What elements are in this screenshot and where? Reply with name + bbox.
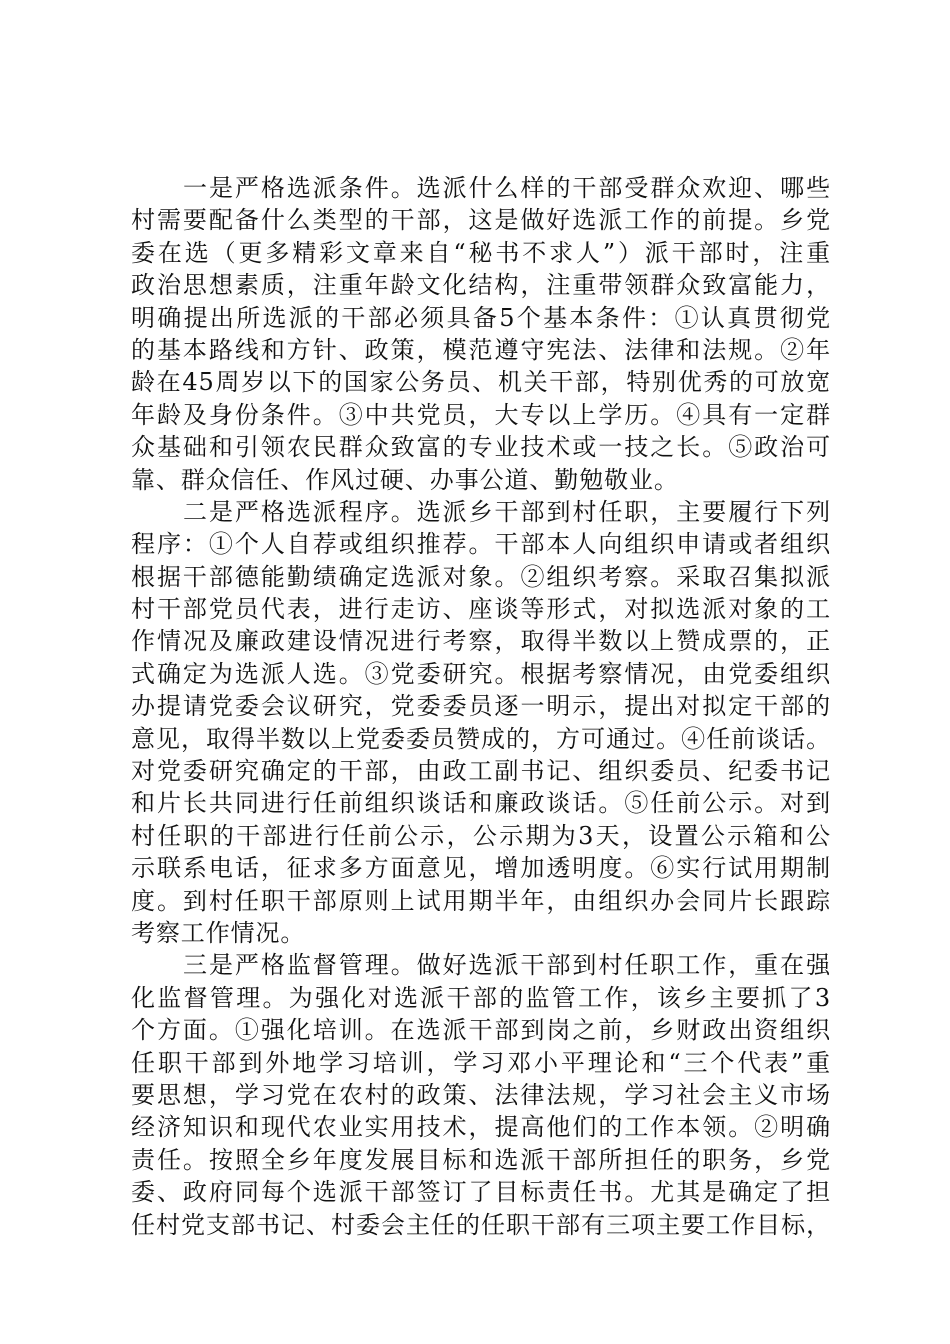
text-line: 龄在45周岁以下的国家公务员、机关干部，特别优秀的可放宽 (131, 368, 831, 397)
text-line: 作情况及廉政建设情况进行考察，取得半数以上赞成票的，正 (131, 627, 831, 656)
text-line: 二是严格选派程序。选派乡干部到村任职，主要履行下列 (183, 497, 831, 526)
paragraph-selection-conditions (131, 172, 831, 496)
text-line: 经济知识和现代农业实用技术，提高他们的工作本领。②明确 (131, 1113, 831, 1142)
text-line: 式确定为选派人选。③党委研究。根据考察情况，由党委组织 (131, 659, 831, 688)
text-line: 任村党支部书记、村委会主任的任职干部有三项主要工作目标， (131, 1210, 831, 1239)
text-line: 委、政府同每个选派干部签订了目标责任书。尤其是确定了担 (131, 1178, 831, 1207)
text-line: 委在选（更多精彩文章来自“秘书不求人”）派干部时，注重 (131, 238, 831, 267)
text-line: 政治思想素质，注重年龄文化结构，注重带领群众致富能力， (131, 271, 831, 300)
document-body (131, 172, 831, 1241)
text-line: 考察工作情况。 (131, 918, 306, 947)
text-line: 三是严格监督管理。做好选派干部到村任职工作，重在强 (183, 951, 831, 980)
text-line: 明确提出所选派的干部必须具备5个基本条件：①认真贯彻党 (131, 303, 831, 332)
text-line: 示联系电话，征求多方面意见，增加透明度。⑥实行试用期制 (131, 854, 831, 883)
text-line: 众基础和引领农民群众致富的专业技术或一技之长。⑤政治可 (131, 433, 831, 462)
text-line: 程序：①个人自荐或组织推荐。干部本人向组织申请或者组织 (131, 530, 831, 559)
text-line: 和片长共同进行任前组织谈话和廉政谈话。⑤任前公示。对到 (131, 789, 831, 818)
text-line: 年龄及身份条件。③中共党员，大专以上学历。④具有一定群 (131, 400, 831, 429)
text-line: 意见，取得半数以上党委委员赞成的，方可通过。④任前谈话。 (131, 724, 831, 753)
text-line: 任职干部到外地学习培训，学习邓小平理论和“三个代表”重 (131, 1048, 831, 1077)
text-line: 责任。按照全乡年度发展目标和选派干部所担任的职务，乡党 (131, 1145, 831, 1174)
text-line: 的基本路线和方针、政策，模范遵守宪法、法律和法规。②年 (131, 335, 831, 364)
text-line: 个方面。①强化培训。在选派干部到岗之前，乡财政出资组织 (131, 1016, 831, 1045)
text-line: 村需要配备什么类型的干部，这是做好选派工作的前提。乡党 (131, 206, 831, 235)
text-line: 村干部党员代表，进行走访、座谈等形式，对拟选派对象的工 (131, 595, 831, 624)
text-line: 办提请党委会议研究，党委委员逐一明示，提出对拟定干部的 (131, 692, 831, 721)
text-line: 村任职的干部进行任前公示，公示期为3天，设置公示箱和公 (131, 821, 831, 850)
text-line: 一是严格选派条件。选派什么样的干部受群众欢迎、哪些 (183, 174, 831, 202)
text-line: 根据干部德能勤绩确定选派对象。②组织考察。采取召集拟派 (131, 562, 831, 591)
text-line: 要思想，学习党在农村的政策、法律法规，学习社会主义市场 (131, 1080, 831, 1109)
text-line: 化监督管理。为强化对选派干部的监管工作，该乡主要抓了3 (131, 983, 831, 1012)
text-line: 靠、群众信任、作风过硬、办事公道、勤勉敬业。 (131, 465, 679, 494)
paragraph-selection-procedure (131, 496, 831, 949)
paragraph-supervision-management (131, 949, 831, 1241)
text-line: 对党委研究确定的干部，由政工副书记、组织委员、纪委书记 (131, 757, 831, 786)
text-line: 度。到村任职干部原则上试用期半年，由组织办会同片长跟踪 (131, 886, 831, 915)
